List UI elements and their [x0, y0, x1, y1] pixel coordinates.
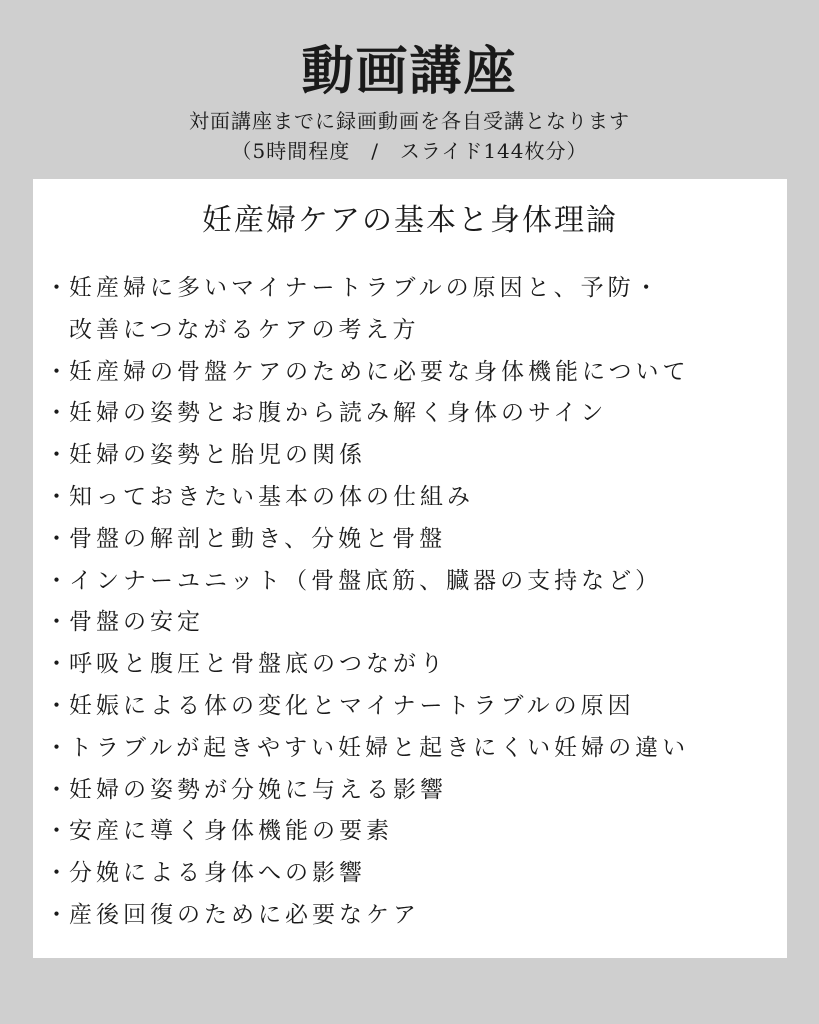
topic-text: 妊産婦の骨盤ケアのために必要な身体機能について: [69, 358, 690, 385]
topic-text: トラブルが起きやすい妊婦と起きにくい妊婦の違い: [69, 734, 690, 761]
page-subtitle: 対面講座までに録画動画を各自受講となります: [189, 109, 630, 133]
topic-text: 骨盤の解剖と動き、分娩と骨盤: [69, 525, 447, 552]
topic-text: 妊産婦に多いマイナートラブルの原因と、予防・ 改善につながるケアの考え方: [69, 275, 662, 343]
bullet-icon: ・: [45, 860, 72, 887]
list-item: [45, 644, 785, 686]
bullet-icon: ・: [45, 442, 72, 469]
bullet-icon: ・: [45, 734, 72, 761]
topic-text: 妊婦の姿勢が分娩に与える影響: [69, 776, 447, 803]
topic-text: 妊婦の姿勢と胎児の関係: [69, 442, 366, 469]
list-item: [45, 811, 785, 853]
course-title: 妊産婦ケアの基本と身体理論: [202, 203, 618, 238]
topic-list: [45, 268, 785, 937]
list-item: [45, 393, 785, 435]
page-title: 動画講座: [301, 42, 518, 102]
topic-text: 安産に導く身体機能の要素: [69, 818, 393, 845]
topic-text: 分娩による身体への影響: [69, 860, 366, 887]
page-header: [0, 40, 819, 166]
list-item: [45, 435, 785, 477]
list-item: [45, 477, 785, 519]
bullet-icon: ・: [45, 358, 72, 385]
topic-text: 知っておきたい基本の体の仕組み: [69, 483, 474, 510]
topic-text: 妊婦の姿勢とお腹から読み解く身体のサイン: [69, 400, 608, 427]
list-item: [45, 770, 785, 812]
topic-text: 呼吸と腹圧と骨盤底のつながり: [69, 651, 447, 678]
topic-text: インナーユニット（骨盤底筋、臓器の支持など）: [69, 567, 663, 594]
list-item: [45, 853, 785, 895]
list-item: [45, 895, 785, 937]
list-item: [45, 519, 785, 561]
list-item: [45, 352, 785, 394]
bullet-icon: ・: [45, 901, 72, 928]
list-item: [45, 602, 785, 644]
bullet-icon: ・: [45, 776, 72, 803]
list-item: [45, 728, 785, 770]
topic-text: 産後回復のために必要なケア: [69, 901, 420, 928]
topic-text: 骨盤の安定: [69, 609, 204, 636]
bullet-icon: ・: [45, 818, 72, 845]
bullet-icon: ・: [45, 275, 72, 301]
duration-note: （5時間程度 / スライド144枚分）: [231, 139, 588, 163]
bullet-icon: ・: [45, 400, 72, 427]
list-item: [45, 268, 785, 352]
bullet-icon: ・: [45, 525, 72, 552]
list-item: [45, 561, 785, 603]
bullet-icon: ・: [45, 567, 72, 594]
bullet-icon: ・: [45, 483, 72, 510]
bullet-icon: ・: [45, 609, 72, 636]
bullet-icon: ・: [45, 651, 72, 678]
bullet-icon: ・: [45, 692, 72, 719]
course-card: [33, 179, 787, 958]
topic-text: 妊娠による体の変化とマイナートラブルの原因: [69, 692, 635, 719]
list-item: [45, 686, 785, 728]
